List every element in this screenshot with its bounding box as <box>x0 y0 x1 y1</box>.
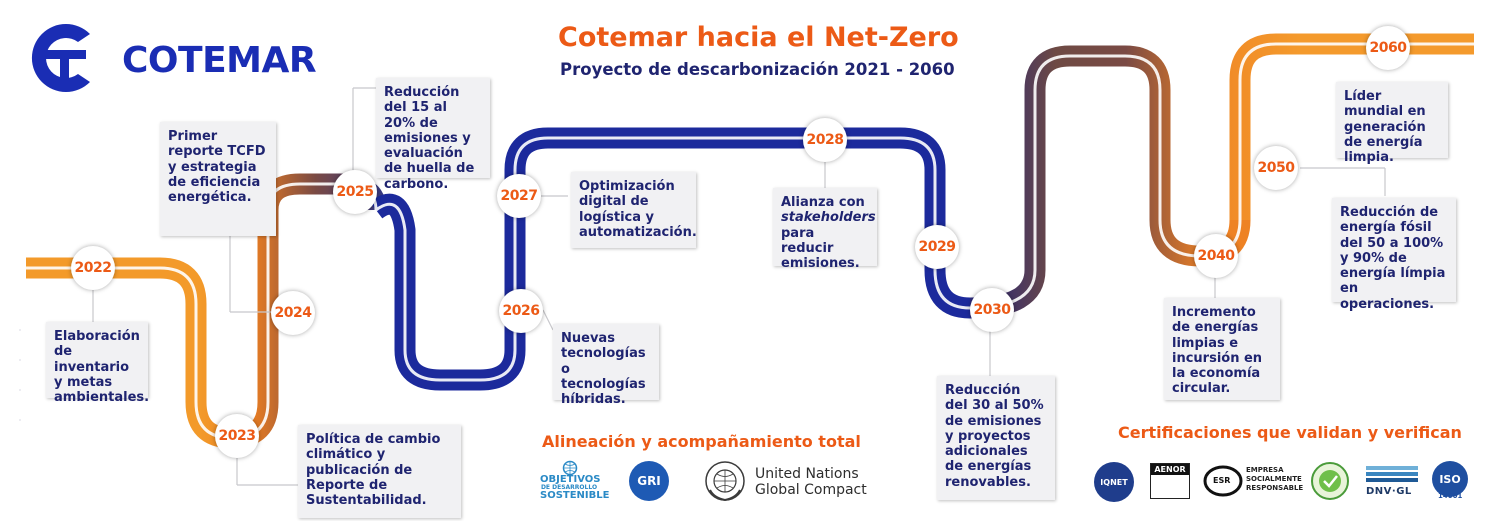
milestone-node-2024[interactable] <box>271 291 315 335</box>
milestone-node-2027[interactable] <box>497 174 541 218</box>
aenor-text: AENOR <box>1151 464 1189 475</box>
iqnet-logo <box>1094 462 1134 502</box>
dnv-gl-label: DNV·GL <box>1366 486 1412 497</box>
gri-text: GRI <box>637 474 661 488</box>
milestone-node-2022[interactable] <box>71 246 115 290</box>
year-label: 2023 <box>218 428 256 444</box>
milestone-card-2026: Nuevas tecnologías o tecnologías híbridas. <box>553 324 659 400</box>
milestone-node-2040[interactable] <box>1194 234 1238 278</box>
year-label: 2026 <box>502 303 540 319</box>
milestone-card-2028 <box>773 188 877 272</box>
certifications-heading: Certificaciones que validan y verifican <box>1118 423 1462 442</box>
ods-logo <box>540 474 610 501</box>
brand-name: COTEMAR <box>122 40 317 81</box>
milestone-card-2023: Política de cambio climático y publicación de Reporte de Sustentabilidad. <box>298 425 461 518</box>
ods-line: SOSTENIBLE <box>540 490 610 501</box>
un-line: United Nations <box>755 466 859 482</box>
esr-line: SOCIALMENTE <box>1246 475 1302 483</box>
milestone-card-2022: Elaboración de inventario y metas ambientales. <box>46 322 148 398</box>
aenor-logo <box>1150 463 1190 499</box>
milestone-card-2027: Optimización digital de logística y automatización. <box>571 172 696 248</box>
dnv-gl-waves-icon <box>1366 466 1418 488</box>
card-text-emphasis: stakeholders <box>781 210 876 226</box>
iso-text: ISO <box>1439 472 1461 486</box>
page-title: Cotemar hacia el Net-Zero <box>558 22 959 53</box>
ods-line: OBJETIVOS <box>540 474 601 485</box>
milestone-card-2060: Líder mundial en generación de energía limpia. <box>1336 82 1448 158</box>
esr-line: RESPONSABLE <box>1246 484 1304 492</box>
milestone-node-2060[interactable] <box>1366 26 1410 70</box>
iso-number: 14001 <box>1438 492 1463 500</box>
milestone-node-2028[interactable] <box>803 118 847 162</box>
esr-text <box>1246 466 1303 493</box>
milestone-node-2026[interactable] <box>499 289 543 333</box>
milestone-node-2025[interactable] <box>333 170 377 214</box>
un-line: Global Compact <box>755 482 867 498</box>
alignment-heading: Alineación y acompañamiento total <box>542 432 861 451</box>
un-global-compact-logo <box>755 466 867 498</box>
milestone-card-2030: Reducción del 30 al 50% de emisiones y proyectos adicionales de energías renovables. <box>937 376 1055 500</box>
iqnet-text: IQNET <box>1100 477 1128 487</box>
gri-logo <box>629 461 669 501</box>
milestone-node-2050[interactable] <box>1254 146 1298 190</box>
green-seal-icon <box>1310 461 1350 501</box>
milestone-node-2029[interactable] <box>915 225 959 269</box>
year-label: 2022 <box>74 260 112 276</box>
year-label: 2030 <box>973 302 1011 318</box>
year-label: 2028 <box>806 132 844 148</box>
esr-label: ESR <box>1213 476 1231 485</box>
year-label: 2040 <box>1197 248 1235 264</box>
milestone-node-2030[interactable] <box>970 288 1014 332</box>
year-label: 2024 <box>274 305 312 321</box>
milestone-card-2025: Reducción del 15 al 20% de emisiones y evaluación de huella de carbono. <box>376 78 490 178</box>
milestone-node-2023[interactable] <box>215 414 259 458</box>
year-label: 2060 <box>1369 40 1407 56</box>
year-label: 2050 <box>1257 160 1295 176</box>
un-global-compact-icon <box>704 460 746 502</box>
page-subtitle: Proyecto de descarbonización 2021 - 2060 <box>560 60 955 79</box>
milestone-card-2024: Primer reporte TCFD y estrategia de eficiencia energética. <box>160 122 276 236</box>
milestone-card-2040: Incremento de energías limpias e incursión en la economía circular. <box>1164 298 1280 400</box>
cotemar-logo-icon <box>30 18 102 98</box>
ods-line: DE DESARROLLO <box>540 484 598 491</box>
year-label: 2025 <box>336 184 374 200</box>
milestone-card-2050: Reducción de energía fósil del 50 a 100% y 90% de energía límpia en operaciones. <box>1332 198 1456 302</box>
card-text: para reducir emisiones. <box>781 225 860 272</box>
esr-line: EMPRESA <box>1246 466 1284 474</box>
card-text: Alianza con <box>781 195 865 210</box>
year-label: 2029 <box>918 239 956 255</box>
year-label: 2027 <box>500 188 538 204</box>
